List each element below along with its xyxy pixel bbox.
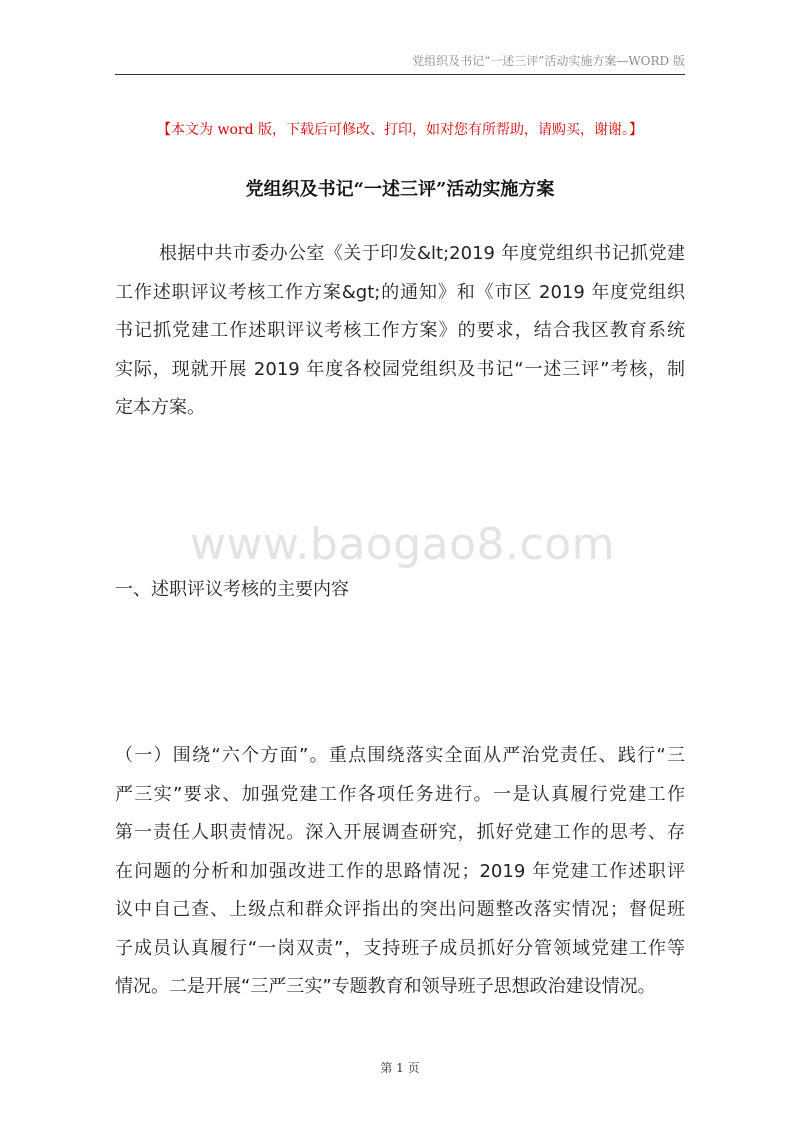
paragraph-line: （一）围绕“六个方面”。重点围绕落实全面从严治党责任、践行“三: [115, 745, 685, 766]
paragraph-line: 子成员认真履行“一岗双责”，支持班子成员抓好分管领域党建工作等: [115, 937, 685, 959]
section-heading: 一、述职评议考核的主要内容: [115, 579, 349, 600]
paragraph-line: 工作述职评议考核工作方案&gt;的通知》和《市区 2019 年度党组织: [115, 281, 685, 303]
watermark: www.baogao8.com: [190, 519, 615, 570]
paragraph-line: 在问题的分析和加强改进工作的思路情况；2019 年党建工作述职评: [115, 860, 685, 882]
paragraph-line: 第一责任人职责情况。深入开展调查研究，抓好党建工作的思考、存: [115, 822, 685, 843]
intro-paragraph: [115, 235, 685, 428]
running-header: 党组织及书记“一述三评”活动实施方案—WORD 版: [412, 54, 685, 68]
body-paragraph: [115, 737, 685, 1007]
page-number: 第 1 页: [380, 1061, 420, 1075]
paragraph-line: 书记抓党建工作述职评议考核工作方案》的要求，结合我区教育系统: [115, 320, 685, 341]
paragraph-line: 根据中共市委办公室《关于印发&lt;2019 年度党组织书记抓党建: [159, 243, 685, 264]
document-title: 党组织及书记“一述三评”活动实施方案: [245, 179, 555, 200]
header-divider: [115, 74, 685, 75]
paragraph-line: 议中自己查、上级点和群众评指出的突出问题整改落实情况；督促班: [115, 899, 685, 920]
paragraph-line: 情况。二是开展“三严三实”专题教育和领导班子思想政治建设情况。: [115, 976, 656, 997]
paragraph-line: 严三实”要求、加强党建工作各项任务进行。一是认真履行党建工作: [115, 783, 685, 805]
paragraph-line: 定本方案。: [115, 397, 205, 418]
download-notice: 【本文为 word 版，下载后可修改、打印，如对您有所帮助，请购买，谢谢。】: [157, 122, 643, 138]
paragraph-line: 实际，现就开展 2019 年度各校园党组织及书记“一述三评”考核，制: [115, 358, 685, 380]
